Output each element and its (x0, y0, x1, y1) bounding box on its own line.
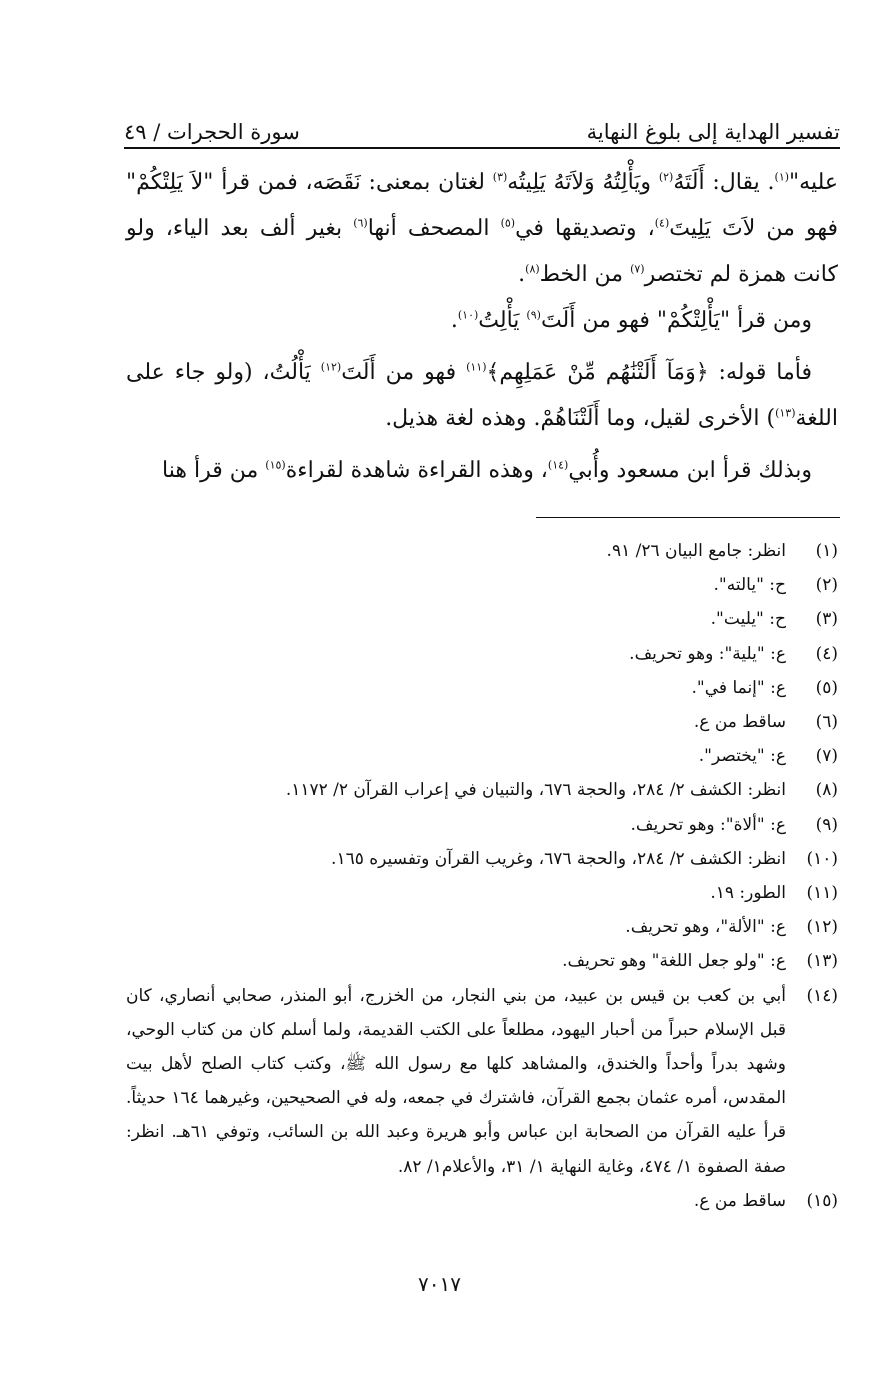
footnote-item (126, 773, 838, 807)
text-run: . (450, 308, 458, 333)
footnote-ref[interactable]: (٧) (630, 262, 645, 276)
footnote-item (126, 705, 838, 739)
text-run: بغير ألف بعد الياء، ولو كانت همزة لم تختصر (126, 216, 838, 287)
footnote-item (126, 808, 838, 842)
footnote-ref[interactable]: (١٠) (457, 308, 479, 322)
footnote-text: ع: "يلية": وهو تحريف. (629, 643, 786, 664)
footnote-text: أبي بن كعب بن قيس بن عبيد، من بني النجار، من الخزرج، أبو المنذر، صحابي أنصاري، كان قبل الإسلام حبراً من أحبار اليهود، مطلعاً على الكتب القديمة، ولما أسلم كان من كتاب الوحي، وشهد بدراً وأحداً والخندق، والمشاهد كلها مع رسول الله ﷺ، وكتب كتاب الصلح لأهل بيت المقدس، أمره عثمان بجمع القرآن، فاشترك في جمعه، وله في الصحيحين، وغيرهما ١٦٤ حديثاً. قرأ عليه القرآن من الصحابة ابن عباس وأبو هريرة وعبد الله بن السائب، وتوفي ٦١هـ. انظر: صفة الصفوة ١/ ٤٧٤، وغاية النهاية ١/ ٣١، والأعلام١/ ٨٢. (126, 985, 787, 1177)
text-run: فهو من أَلَتَ (341, 360, 467, 385)
footnote-item (126, 671, 838, 705)
footnote-text: ح: "يالته". (713, 575, 786, 596)
page-number: ٧٠١٧ (418, 1272, 461, 1296)
footnote-text: انظر: الكشف ٢/ ٢٨٤، والحجة ٦٧٦، والتبيان في إعراب القرآن ٢/ ١١٧٢. (285, 780, 786, 801)
footnote-number: (٣) (815, 609, 838, 630)
footnote-number: (٤) (815, 643, 838, 664)
footnote-text: انظر: جامع البيان ٢٦/ ٩١. (606, 541, 786, 561)
footnote-text: ساقط من ع. (693, 1190, 786, 1211)
footnote-text: انظر: الكشف ٢/ ٢٨٤، والحجة ٦٧٦، وغريب القرآن وتفسيره ١٦٥. (331, 848, 786, 869)
footnote-ref[interactable]: (١٣) (775, 406, 796, 420)
text-run: يَأْلُتُ، (ولو جاء على اللغة (126, 360, 838, 431)
footnote-text: ع: "ولو جعل اللغة" وهو تحريف. (562, 951, 786, 972)
footnote-number: (٦) (815, 712, 838, 733)
text-run: . (518, 262, 526, 287)
footnote-text: ع: "ألاة": وهو تحريف. (630, 814, 786, 835)
footnote-item (126, 1184, 838, 1218)
footnote-ref[interactable]: (٥) (500, 216, 516, 230)
surah-page-label: سورة الحجرات / ٤٩ (124, 120, 300, 144)
paragraph-2 (126, 298, 838, 344)
paragraph-3 (126, 350, 838, 442)
footnote-number: (٧) (815, 746, 838, 767)
footnote-number: (١٠) (806, 848, 838, 869)
footnote-number: (٩) (815, 814, 838, 835)
footnote-item (126, 534, 838, 568)
text-run: ويَأْلِتُهُ وَلاَتَهُ يَلِيتُه (507, 170, 659, 195)
footnote-number: (١٤) (806, 985, 838, 1006)
footnote-item (126, 602, 838, 636)
footnote-number: (١٣) (806, 951, 838, 972)
footnote-ref[interactable]: (١١) (466, 360, 487, 374)
footnote-number: (١١) (806, 883, 838, 904)
footnote-number: (٢) (815, 575, 838, 596)
footnote-ref[interactable]: (١٥) (265, 458, 286, 472)
text-run: ، وهذه القراءة شاهدة لقراءة (285, 458, 548, 483)
footnote-ref[interactable]: (٨) (525, 262, 540, 276)
footnote-ref[interactable]: (٣) (492, 170, 508, 184)
footnote-number: (٨) (815, 780, 838, 801)
book-title: تفسير الهداية إلى بلوغ النهاية (586, 120, 840, 144)
text-run: لغتان بمعنى: نَقَصَه، فمن قرأ "لاَ يَلِتْكُمْ" فهو من لاَتَ يَلِيتَ (126, 170, 838, 241)
text-run: . يقال: أَلَتَهُ (673, 170, 775, 195)
footnote-text: الطور: ١٩. (710, 883, 786, 904)
running-header (124, 100, 840, 144)
footnote-number: (١٥) (806, 1190, 838, 1211)
footnote-ref[interactable]: (٦) (353, 216, 368, 230)
text-run: ومن قرأ "يَأْلِتْكُمْ" فهو من أَلَتَ (540, 308, 812, 333)
text-run: يَأْلِتُ (478, 308, 527, 333)
footnote-text: ع: "يختصر". (698, 746, 786, 767)
footnote-item (126, 739, 838, 773)
text-run: ، وتصديقها في (515, 216, 655, 241)
footnote-ref[interactable]: (١٢) (320, 360, 342, 374)
text-run: فأما قوله: ﴿وَمَآ أَلَتْنَٰهُم مِّنْ عَمَلِهِم﴾ (486, 360, 813, 385)
footnotes-list (126, 534, 838, 1218)
footnote-text: ساقط من ع. (693, 712, 786, 733)
footnote-ref[interactable]: (٩) (526, 308, 541, 322)
text-run: المصحف أنها (367, 216, 501, 241)
footnote-ref[interactable]: (٢) (658, 170, 674, 184)
footnote-item (126, 568, 838, 602)
footnote-ref[interactable]: (٤) (654, 216, 670, 230)
footnote-separator (536, 517, 840, 518)
footnote-number: (١) (815, 541, 838, 561)
paragraph-1 (126, 160, 838, 298)
footnote-item (126, 637, 838, 671)
text-run: من قرأ هنا (162, 458, 266, 483)
footnote-item (126, 944, 838, 978)
text-run: ) الأخرى لقيل، وما أَلَتْنَاهُمْ. وهذه لغة هذيل. (385, 406, 776, 431)
footnote-number: (٥) (815, 677, 838, 698)
footnote-text: ح: "يليت". (710, 609, 786, 630)
text-run: عليه" (789, 170, 838, 195)
text-run: من الخط (539, 262, 631, 287)
paragraph-4 (126, 448, 838, 494)
footnote-item (126, 979, 838, 1184)
text-run: وبذلك قرأ ابن مسعود وأُبي (568, 458, 812, 483)
footnote-item (126, 910, 838, 944)
footnote-text: ع: "إنما في". (691, 677, 786, 698)
footnote-ref[interactable]: (١) (774, 170, 790, 184)
footnote-item (126, 842, 838, 876)
main-text (126, 160, 838, 494)
footnote-number: (١٢) (806, 917, 838, 938)
footnote-ref[interactable]: (١٤) (547, 458, 569, 472)
footnote-item (126, 876, 838, 910)
header-rule (124, 147, 840, 149)
footnote-text: ع: "الألة"، وهو تحريف. (625, 917, 786, 938)
